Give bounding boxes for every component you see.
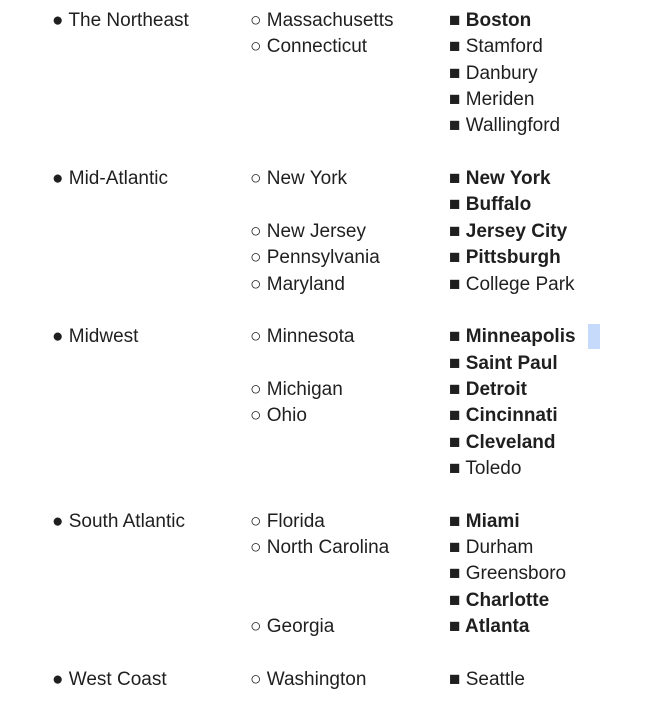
region-cell: ● South Atlantic [52,510,185,532]
state-cell: ○ Pennsylvania [250,247,380,269]
table-row [0,140,661,166]
table-row [0,535,661,561]
table-row [0,351,661,377]
city-cell: ■ Danbury [449,62,538,84]
city-cell: ■ Boston [449,10,532,31]
state-cell: ○ Michigan [250,378,343,400]
city-cell: ■ Cleveland [449,431,556,453]
city-cell: ■ Wallingford [449,115,561,137]
city-cell: ■ Minneapolis [449,326,576,348]
state-cell: ○ Washington [250,668,367,690]
city-cell: ■ Cincinnati [449,405,558,427]
state-cell: ○ Minnesota [250,326,355,348]
table-row [0,456,661,482]
city-cell: ■ Durham [449,537,534,558]
table-row [0,34,661,60]
table-row [0,192,661,218]
city-cell: ■ Buffalo [449,194,532,216]
table-row [0,219,661,245]
state-cell: ○ Maryland [250,273,345,295]
table-row [0,509,661,535]
table-row [0,298,661,324]
city-cell: ■ Charlotte [449,589,550,611]
table-row [0,403,661,429]
table-row [0,113,661,139]
table-row [0,8,661,34]
table-row [0,87,661,113]
table-row [0,640,661,666]
table-row [0,667,661,693]
table-row [0,482,661,508]
city-cell: ■ Seattle [449,668,525,690]
city-cell: ■ Stamford [449,36,543,58]
city-cell: ■ Meriden [449,89,535,111]
city-cell: ■ College Park [449,273,575,295]
table-row [0,61,661,87]
state-cell: ○ Massachusetts [250,10,394,31]
city-cell: ■ Miami [449,510,520,532]
state-cell: ○ Connecticut [250,36,368,58]
state-cell: ○ New York [250,168,348,190]
city-cell: ■ Jersey City [449,220,568,242]
state-cell: ○ Florida [250,510,325,532]
city-cell: ■ Toledo [449,457,522,479]
state-cell: ○ North Carolina [250,537,390,558]
city-cell: ■ Greensboro [449,563,567,585]
state-cell: ○ New Jersey [250,220,367,242]
city-cell: ■ New York [449,168,551,190]
table-row [0,166,661,192]
table-row [0,272,661,298]
table-row [0,324,661,350]
table-row [0,377,661,403]
region-cell: ● Midwest [52,326,139,348]
table-row [0,614,661,640]
table-row [0,430,661,456]
region-cell: ● West Coast [52,668,167,690]
state-cell: ○ Ohio [250,405,307,427]
city-cell: ■ Saint Paul [449,352,558,374]
table-row [0,245,661,271]
region-cell: ● The Northeast [52,10,189,31]
city-cell: ■ Detroit [449,378,527,400]
table-row [0,561,661,587]
region-cell: ● Mid-Atlantic [52,168,169,190]
city-cell: ■ Pittsburgh [449,247,561,269]
city-cell: ■ Atlanta [449,616,530,638]
state-cell: ○ Georgia [250,616,335,638]
table-row [0,588,661,614]
